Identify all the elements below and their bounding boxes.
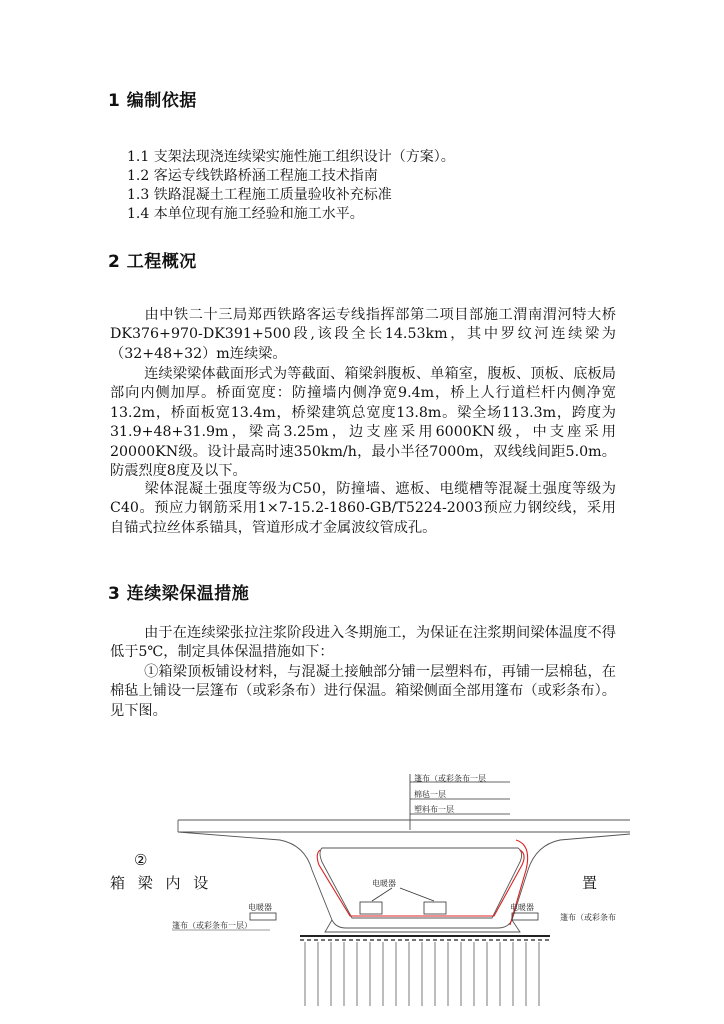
section-1-title: 1 编制依据 — [108, 91, 197, 111]
insulation-text-2: ①箱梁顶板铺设材料，与混凝土接触部分铺一层塑料布，再铺一层棉毡，在棉毡上铺设一层篷布（或彩条布）进行保温。箱梁侧面全部用篷布（或彩条布）。见下图。 — [110, 664, 616, 719]
heater-right — [512, 913, 538, 920]
list-item: 1.1 支架法现浇连续梁实施性施工组织设计（方案）。 — [127, 149, 455, 165]
section-3-title: 3 连续梁保温措施 — [108, 584, 250, 604]
reference-list — [127, 148, 455, 224]
scaffold-supports — [300, 936, 550, 1006]
list-item: 1.3 铁路混凝土工程施工质量验收补充标准 — [127, 187, 392, 203]
insulation-paragraph-2 — [110, 663, 616, 721]
label-plastic: 塑料布一层 — [414, 805, 454, 814]
label-heater-left: 电暖器 — [248, 903, 272, 912]
label-heater-right: 电暖器 — [510, 903, 534, 912]
label-tarp: 篷布（或彩条布一层 — [414, 774, 486, 783]
insulation-text-1: 由于在连续梁张拉注浆阶段进入冬期施工，为保证在注浆期间梁体温度不得低于5℃，制定具体保温措施如下： — [110, 625, 616, 661]
overview-text-3: 梁体混凝土强度等级为C50，防撞墙、遮板、电缆槽等混凝土强度等级为C40。预应力钢筋采用1×7-15.2-1860-GB/T5224-2003预应力钢绞线，采用自锚式拉丝体系锚具，管道形成才金属波纹管成孔。 — [110, 481, 616, 536]
label-bottom-left: 篷布（或彩条布一层） — [172, 921, 252, 930]
overview-text-1: 由中铁二十三局郑西铁路客运专线指挥部第二项目部施工渭南渭河特大桥DK376+970-DK391+500段,该段全长14.53km，其中罗纹河连续梁为（32+48+32）m连续梁。 — [110, 307, 616, 362]
heater-left — [250, 913, 276, 920]
diagram-caption-right: 置 — [582, 874, 598, 892]
insulation-paragraph-1 — [110, 624, 616, 663]
heater-center-left — [360, 902, 382, 914]
heater-center-right — [424, 902, 446, 914]
label-bottom-right: 篷布（或彩条布 — [560, 913, 616, 922]
section-2-title: 2 工程概况 — [108, 252, 197, 272]
list-item: 1.2 客运专线铁路桥涵工程施工技术指南 — [127, 168, 378, 184]
diagram-step-number: ② — [134, 851, 148, 869]
diagram-caption-left: 箱 梁 内 设 — [110, 874, 213, 892]
overview-paragraph-1 — [110, 306, 616, 364]
label-felt: 棉毡一层 — [414, 790, 446, 799]
list-item: 1.4 本单位现有施工经验和施工水平。 — [127, 206, 364, 222]
layer-legend — [410, 773, 510, 830]
label-heater-center: 电暖器 — [372, 879, 396, 888]
overview-paragraph-2 — [110, 365, 616, 481]
overview-text-2: 连续梁梁体截面形式为等截面、箱梁斜腹板、单箱室，腹板、顶板、底板局部向内侧加厚。桥面宽度：防撞墙内侧净宽9.4m，桥上人行道栏杆内侧净宽13.2m，桥面板宽13.4m，桥梁建筑总宽度13.8m。梁全场113.3m，跨度为31.9+48+31.9m，梁高3.25m，边支座采用6000KN级，中支座采用20000KN级。设计最高时速350km/h，最小半径7000m，双线线间距5.0m。防震烈度8度及以下。 — [110, 366, 616, 480]
overview-paragraph-3 — [110, 480, 616, 538]
